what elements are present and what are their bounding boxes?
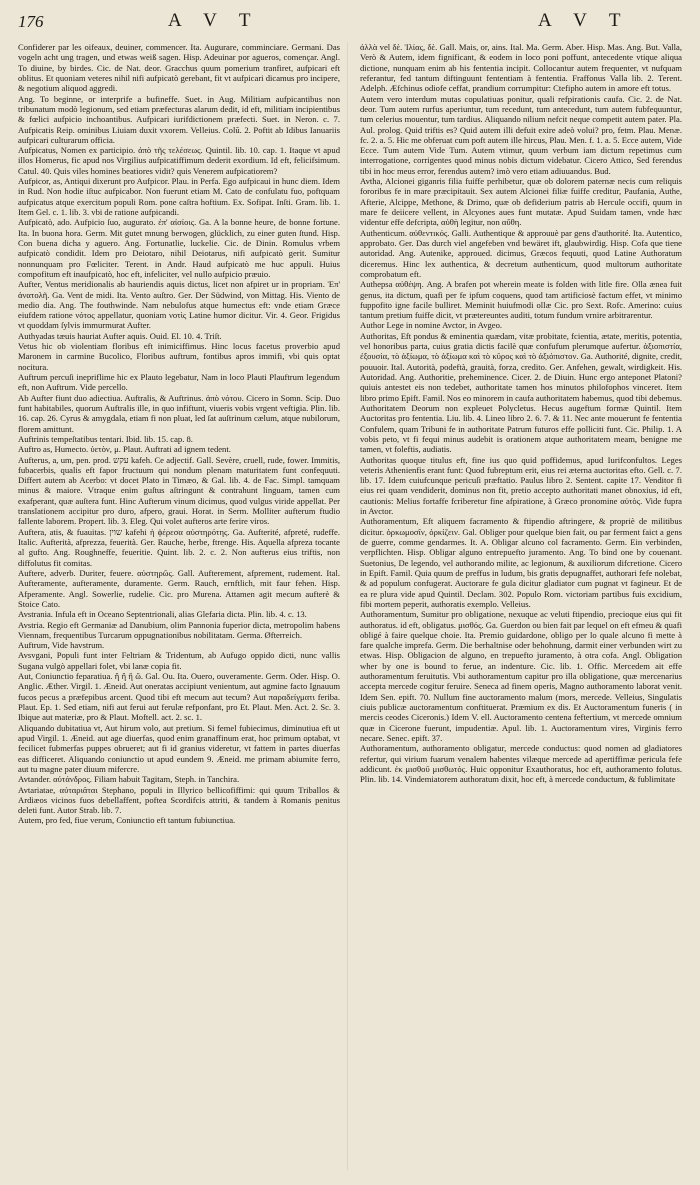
dictionary-entry: Aufterus, a, um, pen. prod. עקש kafeh. Ce adjectif. Gall. Sevère, cruell, rude, fower. Immitis, fubacerbis, qualis eft fapor fructuum qui nondum plenam maturitatem funt confequuti. Differt autem ab Acerbo: vt docet Plato in Timæo, & Gal. lib. 4. de Fac. Simpl. tamquam minus & maiore. Vtraque enim guſtus aſtringunt & contrahunt linguam, tamen cum exafperant, quæ auſtera funt. Hinc Aufterum vinum dicimus, quod vulgus viride appellat. Per translationem accipitur pro duro, afpero, graui. Horat. in Serm. Molliter aufterum ftudio fallente laborem. Propert. lib. 3. Eleg. Qui volet aufteros arte ferire viros. [18, 454, 340, 527]
dictionary-entry: Authenticum. αὐθεντικός. Galli. Authentique & approuuè par gens d'authorité. Ita. Autentico, approbato. Ger. Das durch viel angefeben vnd bewäret ift, glaubwirdig. Hisp. Cofa que tiene autoridad. Ang. Autenike, approued. dicimus, Græcos fequuti, quod Latine Authoratum diceremus. Hinc lex authentica, & decretum authenticum, quod multorum authoritate comprobatum eft. [360, 227, 682, 279]
dictionary-entry: Autem vero interdum mutas copulatiuas ponitur, quali refpirationis caufa. Cic. 2. de Nat. deor. Tum autem rurfus aperiuntur, tum recedunt, tum antecedunt, tum autem fubfequuntur, tum celerius mouentur, tum tardius. Aliquando nilium nefcit neque competit autem pater. Pla. Aul. prolog. Quid triftis es? Quid autem illi defuit exire adeò volui? pro, fetm. Plau. Menæ. fc. 2. a. 5. Hic me obferuat cum poft autem ille hircus, Plau. Men. f. 1. a. 5. Ecce autem, Vide Ecce. Tum autem Vide Tum. Autem vtimur, quum verbum iam dictum repetimus cum interrogatione, corrigentes quod minus nobis dictum videbatur. Cicero Attico, Sed ferendus tibi in hoc meus error, ferendus autem? imò vero etiam adiuuandus. Bud. [360, 93, 682, 176]
running-head-left: A V T [168, 10, 260, 31]
dictionary-entry: Auftere, adverb. Duriter, feuere. αὐστηρῶς. Gall. Aufterement, afprement, rudement. Ital. Aufteramente, aufteramente, duramente. Germ. Rauch, ernftlich, mit faur fehen. Hisp. Afperamente. Angl. Sowerlie, rudelie. Cic. pro Murena. Attamen agit mecum aufterè & Stoice Cato. [18, 567, 340, 609]
dictionary-entry: Auftro as, Humecto. ὑετὸν, μ. Plaut. Auftrati ad ignem tedent. [18, 444, 231, 455]
dictionary-entry: Ang. To beginne, or interprife a bufineffe. Suet. in Aug. Militiam aufpicantibus non tribunatum modò legionum, sed etiam præfecturas alarum dedit, id eft, militiam incipientibus & fœlici aufpicio inchoantibus. Aufpicari iurifdictionem præfecti. Suet. in Neron. c. 7. Aufpicatis Reip. ominibus Liuiam duxit vxorem. Velleius. Colū. 2. Poftit ab Idibus Ianuariis aufpicari culturarum officia. [18, 93, 340, 145]
dictionary-entry: Authoramentum, authoramento obligatur, mercede conductus: quod nomen ad gladiatores refertur, qui virium fuarum venalem habentes vilæque mercede ad apertiffimæ pericula fefe addicunt. ἐκ μισθοῦ μισθωτός. Huic opponitur Exauthoratus, hoc eft, authoramento folutus. Plin. lib. 14. Vindemiatorem authoratum dixit, hoc eft, à mercede conductum, & fublimitate [360, 743, 682, 785]
dictionary-entry: Ab Aufter fiunt duo adiectiua. Auftralis, & Auftrinus. ἀπὸ νότου. Cicero in Somn. Scip. Duo funt habitabiles, quorum Auftralis ille, in quo infiftunt, viueris vobis vrgent veftigia. Plin. lib. 16. cap. 26. Cyrus & amygdala, etiam fi non pluat, led ſat auſtrinum cælum, atque nubilorum, florem amittunt. [18, 392, 340, 434]
dictionary-entry: Authyadas tæuis hauriat Aufter aquis. Ouid. El. 10. 4. Triſt. [18, 330, 222, 341]
dictionary-entry: Avstria. Regio eft Germaniæ ad Danubium, olim Pannonia fuperior dicta, metropolim habens Viennam, frequentibus Turcarum oppugnationibus nobilitatam. Germa. Øfterreich. [18, 619, 340, 640]
column-gutter [347, 42, 348, 1170]
page-number: 176 [18, 12, 44, 31]
dictionary-entry: Avtander. αὐτάνδρος. Filiam habuit Tagitam, Steph. in Tanchira. [18, 774, 240, 785]
running-head-right: A V T [538, 10, 630, 31]
page-header [18, 12, 686, 36]
dictionary-entry: ἀλλὰ vel δὲ. Ἰλίας, δὲ. Gall. Mais, or, ains. Ital. Ma. Germ. Aber. Hisp. Mas. Ang. But. Valla, Verò & Autem, idem fignificant, & eodem in loco poni poffunt, antecedente vtique aliqua dictione, nunquam enim ab his fententia incipit. Collocantur autem frequenter, vt nufquam referantur, fed tantum diftinguunt fententiam à fententia. Fraffonus Valla lib. 2. Terent. Adelph. Æfchinus odiofe ceffat, prandium corrumpitur: Ctefipho autem in amore eft totus. [360, 42, 682, 94]
dictionary-entry: Authoritas, Eft pondus & eminentia quædam, vitæ probitate, fcientia, ætate, meritis, potentia, vel honoribus parta, cuius gratia dictis facilè quæ confufum plerumque aufertur. ἀξιοπιστία, ἐξουσία, τὸ ἀξίωμα, τὸ ἀξίωμα καὶ τὸ κῦρος καὶ τὸ ἀξιόπιστον. Ga. Authorité, dignite, credit, pouuoir. Ital. Autorità, podeftà, grauità, forza, credito. Ger. Anfehen, gewalt, wirdigkeit. His. Autoridad. Ang. Authoritie, preheminence. Cicer. 2. de Diuin. Hunc ergo anteponet Platoni? quiuis antestet eis non tedebet, authoritate tamen hos minutos philofophos vinceret. Item libro primo Epift. Famil. Nos eo minorem in caufa authoritatem habemus, quod tibi debemus. Authoritatem Deorum non expleuet Polycletus. Hecus augeftum formæ Quintil. Item Auctoritas pro fententia. Liu. lib. 4. Lineo libro 2. 6. 7. & 11. Nec ante mouerunt fe fententia Confulem, quam Tribuni fe in authoritate Patrum futuros effe polliciti funt. Cic. Philip. 1. A vobis peto, vt fi fequi minus audebit is orationem atque authoritatem meam, benigne me tamen, vt foleftis, audiatis. [360, 330, 682, 455]
left-column [18, 42, 340, 1178]
dictionary-entry: Auftrum percuſi inepriflime hic ex Plauto legebatur, Nam in loco Plauti Plauftrum legendum eft, non Auftrum. Vide percello. [18, 372, 340, 393]
dictionary-entry: Aufpicor, as, Antiqui dixerunt pro Aufpicor. Plau. in Perfa. Ego aufpicaui in hunc diem. Idem in Rud. Non hodie iſtuc aufpicabor. Non fuerunt etiam M. Cato de confulatu fuo, poftquam aufpicatus atque exercitum populi Rom. pone caſtra hoftium. Ex. Sofipat. Inſti. Gram. lib. 1. Item Gel. c. 1. lib. 3. vbi de ratione aufpicandi. [18, 176, 340, 217]
dictionary-entry: Authoramentum, Sumitur pro obligatione, nexuque ac veluti ftipendio, precioque eius qui fit authoratus. id eft, obligatus. μισθός. Ga. Guerdon ou bien fait par lequel on eft efmeu & quafi obligé à faire quelque choie. Ita. Premio guidardone, obligo per lo quale alcuno fi mette à fare qualche imprefa. Germ. Die berhaltnise oder behohnung, darmit einer verbunden wirt zu etwas. Hisp. Obligacion de alguno, en trepuefto juramento, à otra cofa. Angl. Obligation wher by one is bound to ferue, an indenture. Cic. lib. 1. Offic. Mercedem ait effe authoramentum feruitutis. Vbi authoramentum capitur pro illa obligatione, quæ mercenarius accepta mercede cogitur feruire. Seneca ad finem operis, Magno authoramento laborat venit. Idem Sen. epift. 70. Nullum fine auctoramento malum (mors, mercede. Velleius, Singulatis ciuis publicæ auctoramentum conftituerat. Præmium ex dis. Et Auctoramentum funeris ( in mercis ceodes Ciceronis.) Idem V. ell. Auctoramento centena feftertium, vt mercede omnium quæ in Cicerone fuerunt, impudentiæ. Apul. lib. 1. Auctoramentum vires, Virginis ferro necare. Senec. epift. 37. [360, 609, 682, 743]
dictionary-entry: Avtha, Alcionei giganris filia fuiffe perhibetur, quæ ob dolorem paternæ necis cum reliquis fororibus fe in mare præcipitauit. Sex autem Alcionei filiæ fuiffe creditur, Paufania, Authe, Afterie, Alcippe, Methone, & Drimo, quæ ob defiderium patris ab Hercule occifi, quum in mare fe deiicere vellent, in Alcyones aues funt mutatæ. Apud Suidam tamen, vnde hæc videntur effe defcripta, αὐθὴ legitur, non αὔθη. [360, 176, 682, 228]
dictionary-entry: Confiderer par les oifeaux, deuiner, commencer. Ita. Augurare, comminciare. Germani. Das vogeln acht ung tragen, und etwas weiß sagen. Hisp. Adeuinar por agueros, començar. Angl. To diuine, by birdes. Cic. de Nat. deor. Gracchus quum pomerium tranfiret, aufpicari eft oblitus. Et quoniam veteres nihil nifi aufpicatò gerebant, fit vt aufpicari dicamus pro incipere, & negotium aliquod aggredi. [18, 42, 340, 94]
dictionary-entry: Authoramentum, Eft aliquem facramento & ftipendio aftringere, & propriè de militibus dicitur. ὁρκωμοσῖν, ὁρκίζειν. Gal. Obliger pour quelque bien fait, ou par ferment faict a gens de guerre, comme gendarmes. It. A. Obligar alcuno col facramento. Germ. Ein verbinden, verpflichten. Hisp. Obligar alguno entrepuefto juramento. Ang. To bind one by couenant. Suetonius, De legendo, vel authorando milite, ac legionum, & auxiliorum difcretione. Cicero in Epift. Famil. Quia quum de preffus in ludum, bis gratis depugnaffet, authorari fefe nolebat, & ad populum confugerat. Auctorare fe gula dicitur gladiator cum pugnat vt fagineur. Et de ea re plura vide apud Quintil. Declam. 302. Populo Rom. victoriam partibus fuis excidium, fibi mortem peperit, authoratis exemplo. Velleius. [360, 516, 682, 609]
dictionary-entry: Aufpicatò, ado. Aufpicio ſuo, augurato. ἐπ' αἰσίοις. Ga. A la bonne heure, de bonne fortune. Ita. In buona hora. Germ. Mit gutet mnung berwogen, glücklich, zu einer guten ſtund. Hisp. Con buena dicha y aguero. Ang. Fortunatlie, luckelie. Cic. de Dinin. Romulus vrbem aufpicatò condidit. Idem pro Deiotaro, nihil Deiotarus, nifi aufpicatò gerit. Sumitur nonnunquam pro Fœliciter. Terent. in Andr. Haud aufpicatò me huc appuli. Huius compofitum eft inaufpicatò, hoc eft, infeliciter, vel nullo aufpicio præuio. [18, 217, 340, 279]
dictionary-entry: Avtariatae, αὐταριᾶται Stephano, populi in Illyrico bellicofiffimi: qui quum Triballos & Ardiæos vicinos fuos debellaffent, poftea Scordifcis attriti, & tandem à Romanis penitus deleti funt. Autor Strab. lib. 7. [18, 784, 340, 816]
dictionary-entry: Authepsa αὐθέψη. Ang. A brafen pot wherein meate is folden with litle fire. Olla ænea fuit genus, ita dictum, quafi per fe ipfum coquens, quod tam artificiosè factum effet, vt minimo fuppofito igne facile bulliret. Meminit huiufmodi ollæ Cic. pro Sext. Rofc. Amerino: cuius tantum pretium fuiffe dicit, vt prætereuntes auditi, totum fundum vrnire arbitrarentur. [360, 279, 682, 321]
dictionary-entry: Auftera, atis, & fuauitas. שוין kafehi ἡ ϕέρεσα αὐστηρότης. Ga. Aufterité, afpreté, rudeffe. Italic. Aufterità, afprezza, feuerità. Ger. Rauche, herbe, ftrenge. His. Aquella afpreza tocante al gufto. Ang. Roughneffe, feueritie. Quint. lib. 2. c. 2. Non aufterus eius triftis, non diffolutus fit comitas. [18, 526, 340, 568]
dictionary-entry: Authoritas quoque titulus eft, fine ius quo quid poffidemus, apud Iurifconfultos. Leges veteris Athenienfis erant funt: Quod fubreptum erit, eius rei æterna auctoritas efto. Gell. c. 7. lib. 17. Idem cuiufcunque pericuſi præftatio. Paulus libro 2. Sentent. capite 17. Venditor fi eius rei quam vendiderit, dominus non fit, pretio accepto authoritati manet obnoxius, id eft, cautionis: Melius fortaffe fcriberetur fine afpiratione, à Græco pronomine αὐτὸς. Vide fupra in Avctor. [360, 454, 682, 517]
dictionary-entry: Autem, pro fed, fiue verum, Coniunctio eft tantum fubiunctiua. [18, 815, 236, 826]
dictionary-entry: Aufter, Ventus meridionalis ab hauriendis aquis dictus, licet non afpiret ur in propriam. Ἐπ' ἀνατολῆ. Ga. Vent de midi. Ita. Vento auſtro. Ger. Der Südwind, von Mittag. His. Viento de medio dia. Ang. The fouthwinde. Nam nebulofus atque humectus eft: vnde etiam Græce eiufdem ratione νότος appellatur, quoniam νοτὶς Latine humor dicitur. Vir. 4. Geor. Frigidus vt quoddam ſylvis immurmurat Aufter. [18, 279, 340, 331]
dictionary-entry: Aliquando dubitatiua vt, Aut hirum volo, aut pretium. Si femel fubiecimus, diminutiua eft ut apud Virgil. 1. Æneid. aut age diuerfas, quod enim granaffinum erat, hoc primum optabat, vt fecilicet fubmerfas puppes obrueret; aut fi id granius videretur, vt fattem in partes diuerfas eas difficeret. Aliquando coniunctio ut apud eundem 9. Æneid. me primam abiumite ferro, aut tu magne pater diuum mifercre. [18, 722, 340, 774]
right-column [360, 42, 682, 1178]
dictionary-entry: Vetus hic ob violentiam floribus eft inimiciffimus. Hinc locus facetus proverbio apud Maronem in carmine Bucolico, Floribus auftrum, fontibus apros immifi, vbi quis optat nocitura. [18, 341, 340, 372]
dictionary-entry: Aut, Coniunctio feparatiua. ἢ ἢ ἢ ὤ. Gal. Ou. Ita. Ouero, ouveramente. Germ. Oder. Hisp. O. Anglic. Æther. Virgil. 1. Æneid. Aut oneratas accipiunt venientum, aut agmine facto Ignauum fucos pecus a præfepibus arcent. Quod tibi eft mecum aut tecum? Aut παραδείγματι feriba. Plaut. Ep. 1. Sed etiam, nifi aut ferui aut ferulæ refponfant, pro Et. Plaut. Men. Act. 2. Sc. 3. Ibique aut materiæ, pro & Plaut. Moftell. act. 2. sc. 1. [18, 671, 340, 723]
dictionary-entry: Author Lege in nomine Avctor, in Avgeo. [360, 320, 503, 331]
dictionary-entry: Auftrinis tempeſtatibus tentari. Ibid. lib. 15. cap. 8. [18, 433, 193, 444]
dictionary-entry: Avsvgani, Populi funt inter Feltriam & Tridentum, ab Aufugo oppido dicti, nunc vallis Sugana vulgò appellari folet, vbi lanæ copia fit. [18, 650, 340, 671]
dictionary-entry: Avstrania. Infula eft in Oceano Septentrionali, alias Glefaria dicta. Plin. lib. 4. c. 13. [18, 609, 307, 620]
dictionary-entry: Auftrum, Vide havstrum. [18, 640, 105, 651]
dictionary-entry: Aufpicatus, Nomen ex participio. ἀπὸ τῆς τελέσεως. Quintil. lib. 10. cap. 1. Itaque vt apud illos Homerus, fic apud nos Virgilius aufpicatiffimum dederit exordium. Id eft, felicifsimum. Catul. 40. Quis viles homines beatiores vidit? quis Venerem aufpicatiorem? [18, 145, 340, 176]
